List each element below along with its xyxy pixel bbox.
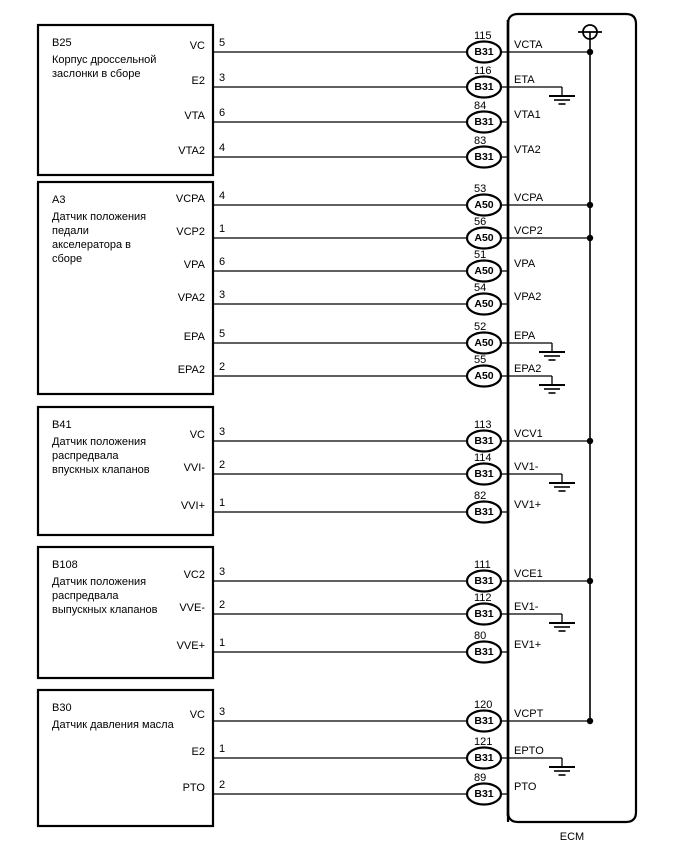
ecm-signal-ev1-: EV1- [514,601,539,613]
ecm-pin-number: 84 [474,100,487,112]
ground-icon [549,758,575,775]
ecm-signal-epto: EPTO [514,745,544,757]
component-desc-line: выпускных клапанов [52,604,158,616]
ecm-signal-vv1-: VV1+ [514,499,542,511]
ecm-signal-pto: PTO [514,781,537,793]
ecm-signal-vcpa: VCPA [514,192,544,204]
component-id-b41: B41 [52,419,72,431]
pin-name-pto: PTO [182,782,205,794]
ecm-pin-number: 121 [474,736,493,748]
pin-name-e2: E2 [191,746,205,758]
pin-name-vc: VC [189,429,205,441]
ecm-pin-number: 115 [474,30,492,42]
component-id-b108: B108 [52,559,78,571]
pin-name-vta2: VTA2 [178,145,205,157]
ecm-pin-number: 51 [474,249,487,261]
pin-number: 6 [219,107,226,119]
ecm-signal-vpa2: VPA2 [514,291,542,303]
component-desc-line: впускных клапанов [52,464,150,476]
component-desc-line: Датчик положения [52,576,147,588]
connector-label: B31 [474,715,494,727]
pin-name-vta: VTA [184,110,205,122]
component-desc-line: Датчик положения [52,211,147,223]
connector-label: B31 [474,646,494,658]
ground-icon [549,87,575,104]
ecm-pin-number: 56 [474,216,487,228]
ecm-pin-number: 83 [474,135,487,147]
pin-name-vc: VC [189,709,205,721]
pin-name-vve-: VVE+ [176,640,205,652]
ecm-signal-vpa: VPA [514,258,536,270]
pin-number: 5 [219,37,226,49]
pin-name-epa: EPA [183,331,205,343]
component-id-a3: A3 [52,194,66,206]
ecm-signal-vcp2: VCP2 [514,225,543,237]
ecm-signal-vv1-: VV1- [514,461,539,473]
connector-label: A50 [474,298,494,310]
ecm-pin-number: 113 [474,419,492,431]
connector-label: B31 [474,151,494,163]
connector-label: B31 [474,575,494,587]
pin-number: 3 [219,72,226,84]
pin-number: 1 [219,743,226,755]
pin-number: 3 [219,706,226,718]
pin-number: 3 [219,566,226,578]
ecm-signal-vce1: VCE1 [514,568,543,580]
ecm-pin-number: 112 [474,592,492,604]
pin-number: 2 [219,459,226,471]
pin-name-e2: E2 [191,75,205,87]
pin-number: 1 [219,223,226,235]
connector-label: B31 [474,506,494,518]
pin-name-vpa2: VPA2 [177,292,205,304]
pin-name-vvi-: VVI- [183,462,205,474]
pin-name-vcpa: VCPA [175,193,205,205]
connector-label: B31 [474,788,494,800]
connector-label: B31 [474,468,494,480]
pin-name-vve-: VVE- [179,602,205,614]
component-id-b30: B30 [52,702,72,714]
pin-number: 1 [219,497,226,509]
connector-label: A50 [474,265,494,277]
pin-number: 4 [219,190,226,202]
pin-name-vc: VC [189,40,205,52]
component-id-b25: B25 [52,37,72,49]
connector-label: B31 [474,81,494,93]
pin-number: 2 [219,779,226,791]
connector-label: A50 [474,232,494,244]
connector-label: B31 [474,435,494,447]
ecm-signal-epa2: EPA2 [514,363,542,375]
ecm-pin-number: 89 [474,772,487,784]
ecm-signal-vta2: VTA2 [514,144,541,156]
ecm-pin-number: 80 [474,630,487,642]
pin-name-vc2: VC2 [183,569,205,581]
ecm-pin-number: 54 [474,282,487,294]
ecm-signal-vcta: VCTA [514,39,543,51]
component-desc-line: педали [52,225,89,237]
pin-name-vcp2: VCP2 [176,226,205,238]
connector-label: B31 [474,608,494,620]
ecm-pin-number: 52 [474,321,487,333]
ecm-signal-vcpt: VCPT [514,708,544,720]
component-desc-line: акселератора в [52,239,132,251]
ecm-signal-vcv1: VCV1 [514,428,543,440]
ground-icon [549,614,575,631]
connector-label: B31 [474,46,494,58]
pin-number: 3 [219,426,226,438]
ecm-label: ECM [559,831,585,843]
pin-number: 2 [219,599,226,611]
pin-number: 1 [219,637,226,649]
connector-label: A50 [474,337,494,349]
ecm-pin-number: 120 [474,699,493,711]
connector-label: A50 [474,199,494,211]
component-desc-line: сборе [52,253,83,265]
component-desc-line: Датчик положения [52,436,147,448]
pin-number: 2 [219,361,226,373]
ground-icon [539,376,565,393]
connector-label: B31 [474,116,494,128]
pin-number: 4 [219,142,226,154]
component-desc-line: распредвала [52,590,119,602]
ecm-signal-vta1: VTA1 [514,109,541,121]
connector-label: A50 [474,370,494,382]
component-desc-line: Корпус дроссельной [52,54,157,66]
ecm-pin-number: 55 [474,354,487,366]
component-desc-line: заслонки в сборе [52,68,141,80]
ground-icon [549,474,575,491]
ecm-signal-ev1-: EV1+ [514,639,542,651]
ecm-signal-epa: EPA [514,330,536,342]
component-desc-line: распредвала [52,450,119,462]
ecm-box [508,14,636,822]
pin-number: 5 [219,328,226,340]
pin-number: 6 [219,256,226,268]
ecm-pin-number: 114 [474,452,492,464]
pin-number: 3 [219,289,226,301]
ecm-pin-number: 53 [474,183,487,195]
ecm-signal-eta: ETA [514,74,535,86]
connector-label: B31 [474,752,494,764]
ecm-pin-number: 116 [474,65,492,77]
ecm-pin-number: 82 [474,490,487,502]
ecm-pin-number: 111 [474,559,491,571]
pin-name-epa2: EPA2 [177,364,205,376]
pin-name-vpa: VPA [183,259,205,271]
component-desc-line: Датчик давления масла [52,719,174,731]
ground-icon [539,343,565,360]
pin-name-vvi-: VVI+ [180,500,205,512]
